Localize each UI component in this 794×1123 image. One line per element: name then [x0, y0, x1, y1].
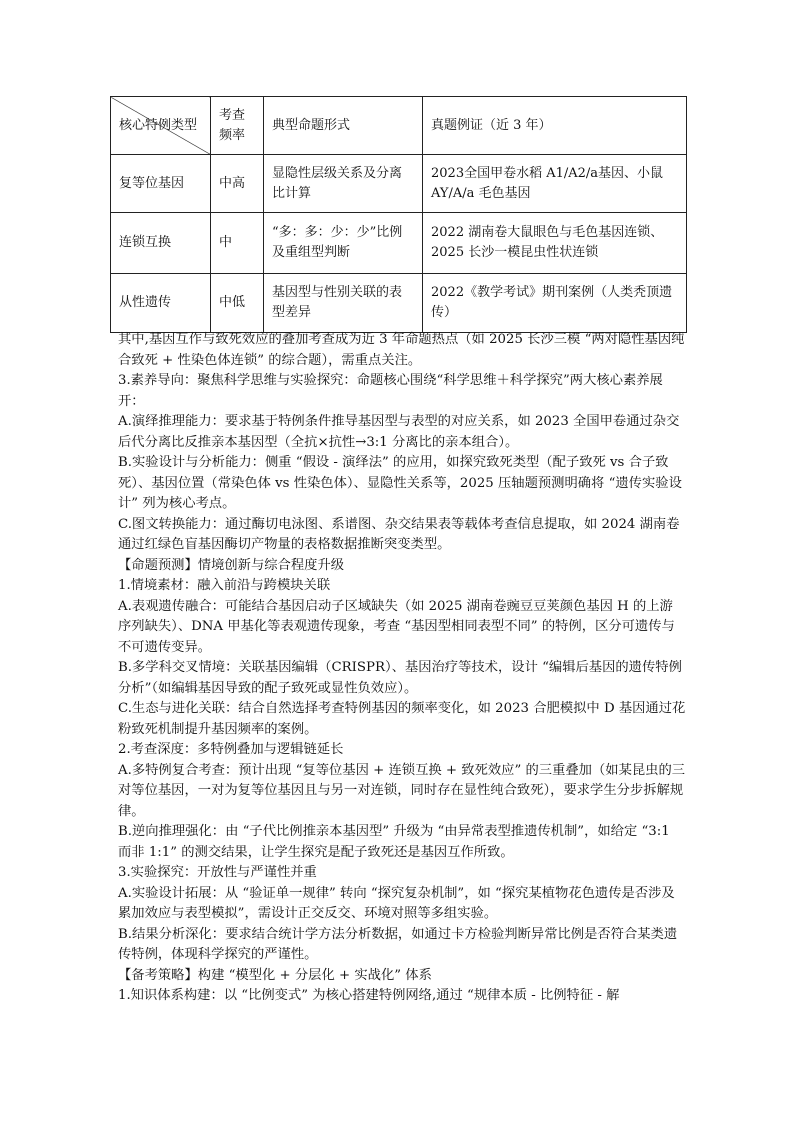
paragraph-graphic-conversion: C.图文转换能力：通过酶切电泳图、系谱图、杂交结果表等载体考查信息提取，如 2024 湖南卷通过红绿色盲基因酶切产物量的表格数据推断突变类型。 — [118, 516, 680, 552]
table-cell: 基因型与性别关联的表型差异 — [264, 274, 423, 333]
table-cell: 复等位基因 — [111, 155, 211, 213]
paragraph-epigenetics: A.表观遗传融合：可能结合基因启动子区域缺失（如 2025 湖南卷豌豆豆荚颜色基因 H 的上游序列缺失）、DNA 甲基化等表观遗传现象，考查 “基因型相同表型不同” 的特例，区分可遗传与不可遗传变异。 — [118, 598, 675, 655]
paragraph-interdisciplinary: B.多学科交叉情境：关联基因编辑（CRISPR）、基因治疗等技术，设计 “编辑后基因的遗传特例分析”（如编辑基因导致的配子致死或显性负效应）。 — [118, 660, 682, 696]
paragraph-result-analysis: B.结果分析深化：要求结合统计学方法分析数据，如通过卡方检验判断异常比例是否符合某类遗传特例，体现科学探究的严谨性。 — [118, 926, 678, 962]
paragraph-design-expansion: A.实验设计拓展：从 “验证单一规律” 转向 “探究复杂机制”，如 “探究某植物花色遗传是否涉及累加效应与表型模拟”，需设计正交反交、环境对照等多组实验。 — [118, 885, 675, 921]
paragraph-reverse-reasoning: B.逆向推理强化：由 “子代比例推亲本基因型” 升级为 “由异常表型推遗传机制”，如给定 “3:1 而非 1:1” 的测交结果，让学生探究是配子致死还是基因互作所致。 — [118, 824, 670, 860]
section-heading-prediction: 【命题预测】情境创新与综合程度升级 — [118, 557, 345, 573]
paragraph-multi-case: A.多特例复合考查：预计出现 “复等位基因 + 连锁互换 + 致死效应” 的三重叠加（如某昆虫的三对等位基因，一对为复等位基因且与另一对连锁，同时存在显性纯合致死），要求学生分步拆解规律。 — [118, 762, 686, 819]
header-question-form: 典型命题形式 — [264, 97, 423, 155]
table-cell: 中高 — [211, 155, 264, 213]
table-row — [111, 274, 687, 333]
body-text — [118, 330, 686, 1007]
header-frequency: 考查频率 — [211, 97, 264, 155]
table-cell: “多：多：少：少”比例及重组型判断 — [264, 213, 423, 274]
paragraph-depth-heading: 2.考查深度：多特例叠加与逻辑链延长 — [118, 742, 344, 757]
paragraph-literacy-heading: 3.素养导向：聚焦科学思维与实验探究：命题核心围绕“科学思维＋科学探究”两大核心素养展开： — [118, 373, 663, 409]
table-cell: 显隐性层级关系及分离比计算 — [264, 155, 423, 213]
table-cell: 中 — [211, 213, 264, 274]
table-row — [111, 155, 687, 213]
paragraph-hotspot: 其中,基因互作与致死效应的叠加考查成为近 3 年命题热点（如 2025 长沙三模 “两对隐性基因纯合致死 + 性染色体连锁” 的综合题），需重点关注。 — [118, 332, 685, 368]
table-header-row — [111, 97, 687, 155]
table-cell: 从性遗传 — [111, 274, 211, 333]
table-cell: 2023全国甲卷水稻 A1/A2/a基因、小鼠 AY/A/a 毛色基因 — [423, 155, 687, 213]
paragraph-knowledge-system: 1.知识体系构建：以 “比例变式” 为核心搭建特例网络,通过 “规律本质 - 比例特征 - 解 — [118, 988, 620, 1003]
paragraph-context-heading: 1.情境素材：融入前沿与跨模块关联 — [118, 578, 331, 593]
paragraph-ecology: C.生态与进化关联：结合自然选择考查特例基因的频率变化，如 2023 合肥模拟中 D 基因通过花粉致死机制提升基因频率的案例。 — [118, 701, 686, 737]
paragraph-experiment-design: B.实验设计与分析能力：侧重 “假设 - 演绎法” 的应用，如探究致死类型（配子致死 vs 合子致死）、基因位置（常染色体 vs 性染色体）、显隐性关系等，2025 压轴题预测明确将 “遗传实验设计” 列为核心考点。 — [118, 455, 682, 511]
table-cell: 中低 — [211, 274, 264, 333]
paragraph-deductive: A.演绎推理能力：要求基于特例条件推导基因型与表型的对应关系，如 2023 全国甲卷通过杂交后代分离比反推亲本基因型（全抗×抗性→3:1 分离比的亲本组合）。 — [118, 414, 680, 450]
header-exam-examples: 真题例证（近 3 年） — [423, 97, 687, 155]
table-cell: 2022 湖南卷大鼠眼色与毛色基因连锁、2025 长沙一模昆虫性状连锁 — [423, 213, 687, 274]
table-cell: 2022《教学考试》期刊案例（人类秃顶遗传） — [423, 274, 687, 333]
paragraph-inquiry-heading: 3.实验探究：开放性与严谨性并重 — [118, 865, 317, 880]
header-core-type: 核心特例类型 — [111, 97, 211, 155]
section-heading-strategy: 【备考策略】构建 “模型化 + 分层化 + 实战化” 体系 — [118, 967, 432, 983]
summary-table — [110, 96, 687, 333]
table-row — [111, 213, 687, 274]
table-cell: 连锁互换 — [111, 213, 211, 274]
